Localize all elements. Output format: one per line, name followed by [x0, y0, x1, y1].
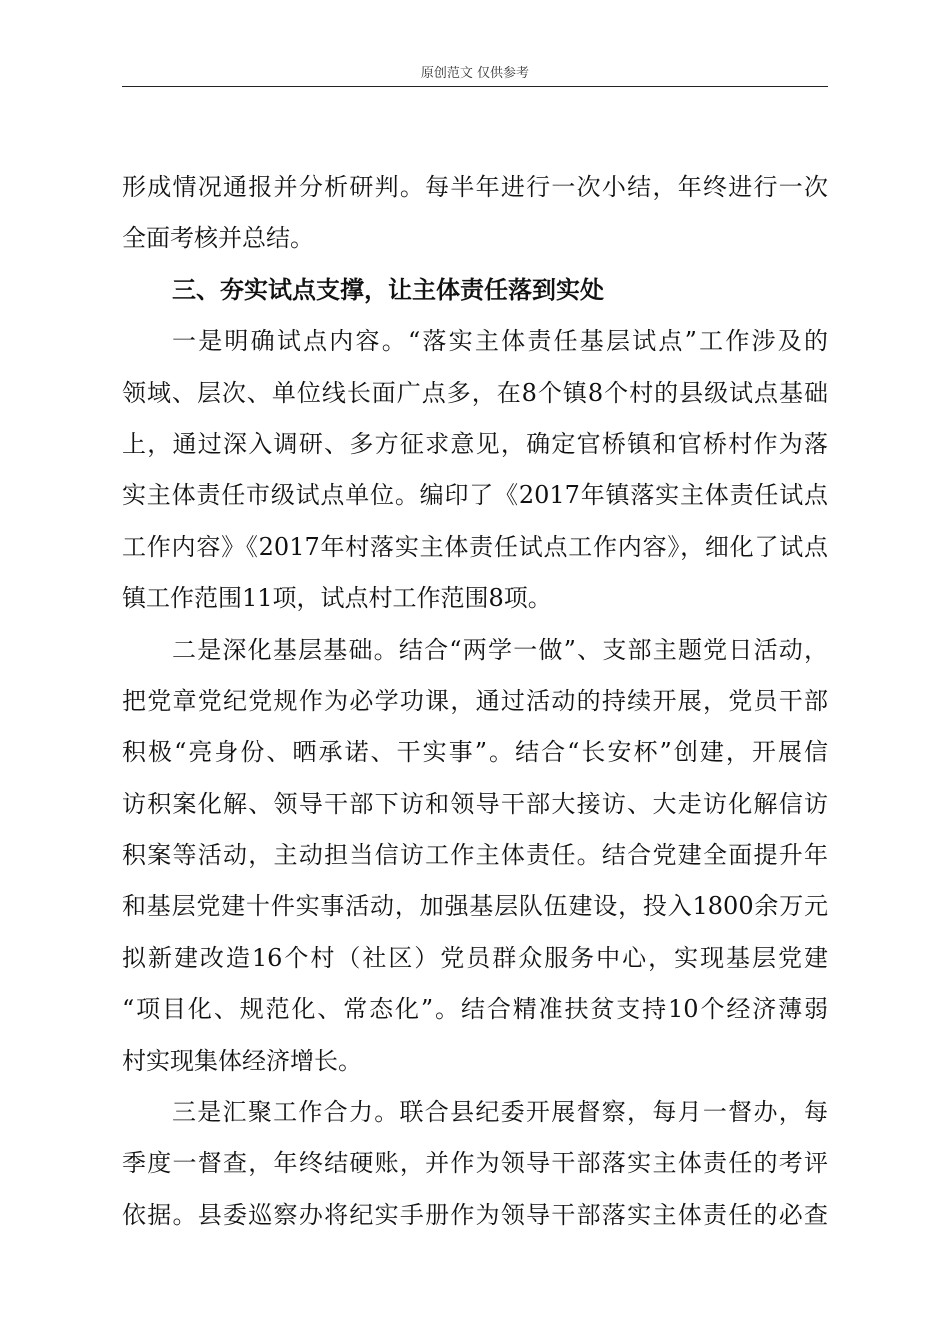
- paragraph-line: 村实现集体经济增长。: [122, 1046, 362, 1075]
- paragraph-line: 形成情况通报并分析研判。每半年进行一次小结，年终进行一次: [122, 173, 828, 201]
- paragraph-line: 全面考核并总结。: [122, 224, 314, 253]
- paragraph-line: 镇工作范围11项，试点村工作范围8项。: [122, 584, 552, 613]
- paragraph-line: 上，通过深入调研、多方征求意见，确定官桥镇和官桥村作为落: [122, 429, 828, 458]
- paragraph-line: 依据。县委巡察办将纪实手册作为领导干部落实主体责任的必查: [122, 1200, 828, 1229]
- paragraph-line: 一是明确试点内容。“落实主体责任基层试点”工作涉及的: [172, 327, 828, 356]
- paragraph-line: 实主体责任市级试点单位。编印了《2017年镇落实主体责任试点: [122, 481, 828, 510]
- page-header: 原创范文 仅供参考: [122, 64, 828, 87]
- document-body: [122, 168, 828, 1247]
- section-heading: 三、夯实试点支撑，让主体责任落到实处: [172, 275, 604, 304]
- paragraph-line: 三是汇聚工作合力。联合县纪委开展督察，每月一督办，每: [172, 1098, 828, 1127]
- paragraph-line: 和基层党建十件实事活动，加强基层队伍建设，投入1800余万元: [122, 892, 828, 921]
- paragraph-line: 拟新建改造16个村（社区）党员群众服务中心，实现基层党建: [122, 943, 828, 972]
- paragraph-line: 领域、层次、单位线长面广点多，在8个镇8个村的县级试点基础: [122, 378, 828, 407]
- paragraph-line: 积案等活动，主动担当信访工作主体责任。结合党建全面提升年: [122, 841, 828, 870]
- paragraph-line: “项目化、规范化、常态化”。结合精准扶贫支持10个经济薄弱: [122, 995, 828, 1024]
- paragraph-line: 访积案化解、领导干部下访和领导干部大接访、大走访化解信访: [122, 789, 828, 818]
- paragraph-line: 二是深化基层基础。结合“两学一做”、支部主题党日活动，: [172, 635, 828, 664]
- paragraph-line: 把党章党纪党规作为必学功课，通过活动的持续开展，党员干部: [122, 686, 828, 715]
- paragraph-line: 积极“亮身份、晒承诺、干实事”。结合“长安杯”创建，开展信: [122, 738, 828, 767]
- paragraph-line: 季度一督查，年终结硬账，并作为领导干部落实主体责任的考评: [122, 1149, 828, 1178]
- paragraph-line: 工作内容》《2017年村落实主体责任试点工作内容》，细化了试点: [122, 532, 828, 561]
